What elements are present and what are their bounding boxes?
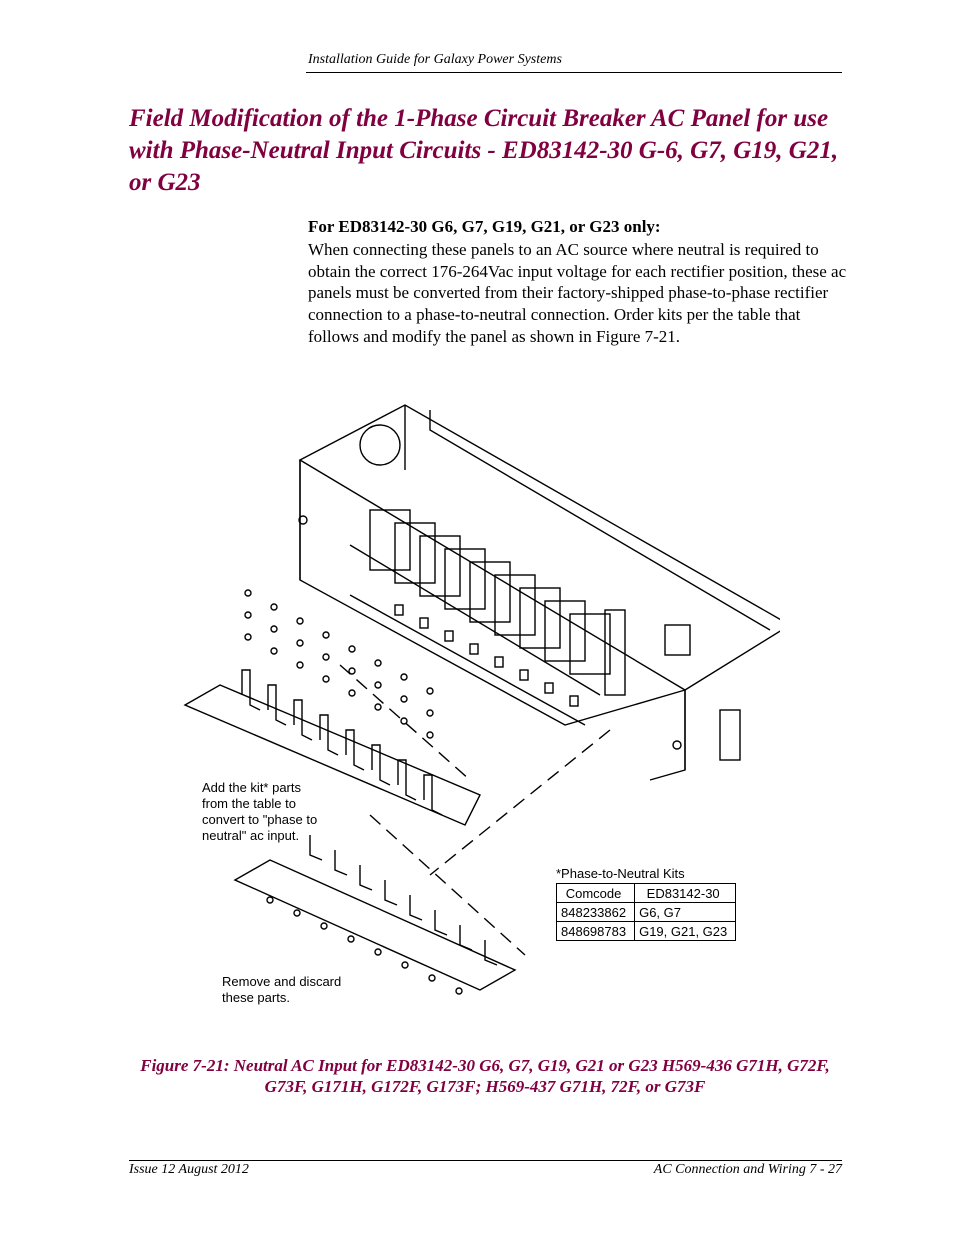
section-subhead: For ED83142-30 G6, G7, G19, G21, or G23 only: xyxy=(308,217,661,236)
table-header-ed: ED83142-30 xyxy=(635,884,736,903)
section-body: When connecting these panels to an AC source where neutral is required to obtain the correct 176-264Vac input voltage for each rectifier position, these ac panels must be converted from their factory-shipped phase-to-phase rectifier connection to a phase-to-neutral connection. Order kits per the table that follows and modify the panel as shown in Figure 7-21. xyxy=(308,240,847,346)
knockout-hole xyxy=(360,425,400,465)
figure-caption: Figure 7-21: Neutral AC Input for ED83142-30 G6, G7, G19, G21 or G23 H569-436 G71H, G72F, G73F, G171H, G172F, G173F; H569-437 G71H, 72F, or G73F xyxy=(140,1056,830,1096)
footer-issue: Issue 12 August 2012 xyxy=(129,1162,249,1177)
remove-parts-plane xyxy=(235,860,515,990)
table-cell: 848698783 xyxy=(557,922,635,941)
footer-page: AC Connection and Wiring 7 - 27 xyxy=(653,1162,842,1177)
table-header-comcode: Comcode xyxy=(557,884,635,903)
circuit-breakers xyxy=(370,510,610,674)
table-row xyxy=(557,922,736,941)
section-title: Field Modification of the 1-Phase Circuit Breaker AC Panel for use with Phase-Neutral Input Circuits - ED83142-30 G-6, G7, G19, G21, or G23 xyxy=(129,105,839,196)
footer-divider xyxy=(129,1160,842,1161)
add-note-line-1: Add the kit* parts xyxy=(202,780,301,795)
table-row xyxy=(557,903,736,922)
table-cell: G19, G21, G23 xyxy=(635,922,736,941)
kits-table-title: *Phase-to-Neutral Kits xyxy=(556,866,685,881)
installed-tabs xyxy=(395,605,578,706)
table-cell: 848233862 xyxy=(557,903,635,922)
header-divider xyxy=(306,72,842,73)
remove-kit-brackets xyxy=(310,835,497,965)
add-note-line-3: convert to "phase to xyxy=(202,812,318,827)
add-note-line-4: neutral" ac input. xyxy=(202,828,300,843)
panel-top-edge xyxy=(300,405,780,690)
running-title: Installation Guide for Galaxy Power Systems xyxy=(308,52,562,67)
panel-front-edge xyxy=(300,460,685,770)
remove-note-line-2: these parts. xyxy=(222,990,290,1005)
kits-table xyxy=(556,883,736,941)
add-kit-screws xyxy=(245,590,433,738)
remove-note-line-1: Remove and discard xyxy=(222,974,342,989)
table-header-row xyxy=(557,884,736,903)
table-cell: G6, G7 xyxy=(635,903,736,922)
add-note-line-2: from the table to xyxy=(202,796,296,811)
